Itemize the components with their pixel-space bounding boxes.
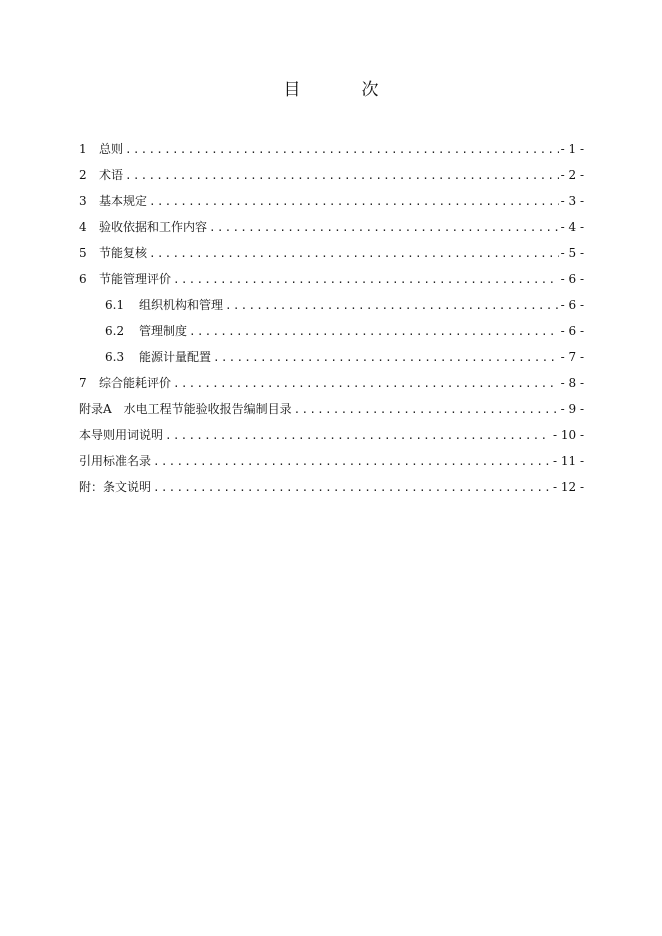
toc-leader bbox=[125, 163, 559, 189]
toc-label: 基本规定 bbox=[99, 194, 148, 208]
toc-number: 4 bbox=[79, 220, 87, 234]
toc-leader bbox=[189, 319, 559, 345]
toc-leader bbox=[149, 189, 559, 215]
toc-leader bbox=[149, 241, 559, 267]
toc-entry[interactable] bbox=[79, 266, 584, 292]
toc-label: 综合能耗评价 bbox=[99, 376, 172, 390]
toc-label: 节能复核 bbox=[99, 246, 148, 260]
toc-page: - 4 - bbox=[560, 220, 584, 234]
toc-page: - 1 - bbox=[560, 142, 584, 156]
toc-entry[interactable] bbox=[79, 162, 584, 188]
toc-label: 管理制度 bbox=[139, 324, 188, 338]
toc-entry[interactable] bbox=[79, 370, 584, 396]
toc-page: - 12 - bbox=[552, 480, 584, 494]
toc-number: 2 bbox=[79, 168, 87, 182]
toc-label: 总则 bbox=[99, 142, 124, 156]
toc-label: 验收依据和工作内容 bbox=[99, 220, 208, 234]
toc-label: 本导则用词说明 bbox=[79, 428, 164, 442]
toc-label: 引用标准名录 bbox=[79, 454, 152, 468]
toc-page: - 2 - bbox=[560, 168, 584, 182]
page-title: 目 次 bbox=[283, 80, 401, 100]
toc-number: 7 bbox=[79, 376, 87, 390]
toc-number: 6.3 bbox=[105, 350, 125, 364]
toc-page: - 3 - bbox=[560, 194, 584, 208]
toc-leader bbox=[173, 371, 559, 397]
toc-page: - 9 - bbox=[560, 402, 584, 416]
toc-label: 附录A 水电工程节能验收报告编制目录 bbox=[79, 402, 292, 416]
toc-entry[interactable] bbox=[79, 474, 584, 500]
toc-entry[interactable] bbox=[79, 396, 584, 422]
toc-leader bbox=[225, 293, 559, 319]
toc-page: - 10 - bbox=[552, 428, 584, 442]
toc-page: - 5 - bbox=[560, 246, 584, 260]
toc-number: 1 bbox=[79, 142, 87, 156]
table-of-contents bbox=[79, 136, 584, 500]
toc-label: 附：条文说明 bbox=[79, 480, 152, 494]
toc-subentry[interactable] bbox=[79, 292, 584, 318]
toc-entry[interactable] bbox=[79, 448, 584, 474]
toc-page: - 7 - bbox=[560, 350, 584, 364]
toc-leader bbox=[165, 423, 551, 449]
toc-label: 节能管理评价 bbox=[99, 272, 172, 286]
toc-number: 5 bbox=[79, 246, 87, 260]
toc-page: - 6 - bbox=[560, 324, 584, 338]
toc-leader bbox=[294, 397, 559, 423]
toc-leader bbox=[125, 137, 559, 163]
toc-page: - 6 - bbox=[560, 298, 584, 312]
toc-leader bbox=[173, 267, 559, 293]
toc-subentry[interactable] bbox=[79, 318, 584, 344]
toc-number: 3 bbox=[79, 194, 87, 208]
toc-label: 术语 bbox=[99, 168, 124, 182]
toc-number: 6.2 bbox=[105, 324, 125, 338]
toc-number: 6.1 bbox=[105, 298, 125, 312]
toc-entry[interactable] bbox=[79, 240, 584, 266]
toc-leader bbox=[153, 449, 551, 475]
toc-entry[interactable] bbox=[79, 422, 584, 448]
toc-leader bbox=[153, 475, 551, 501]
toc-leader bbox=[213, 345, 559, 371]
toc-entry[interactable] bbox=[79, 136, 584, 162]
toc-number: 6 bbox=[79, 272, 87, 286]
toc-page: - 11 - bbox=[552, 454, 584, 468]
toc-page: - 8 - bbox=[560, 376, 584, 390]
toc-label: 组织机构和管理 bbox=[139, 298, 224, 312]
toc-label: 能源计量配置 bbox=[139, 350, 212, 364]
toc-leader bbox=[209, 215, 559, 241]
toc-entry[interactable] bbox=[79, 214, 584, 240]
toc-entry[interactable] bbox=[79, 188, 584, 214]
toc-subentry[interactable] bbox=[79, 344, 584, 370]
toc-page: - 6 - bbox=[560, 272, 584, 286]
